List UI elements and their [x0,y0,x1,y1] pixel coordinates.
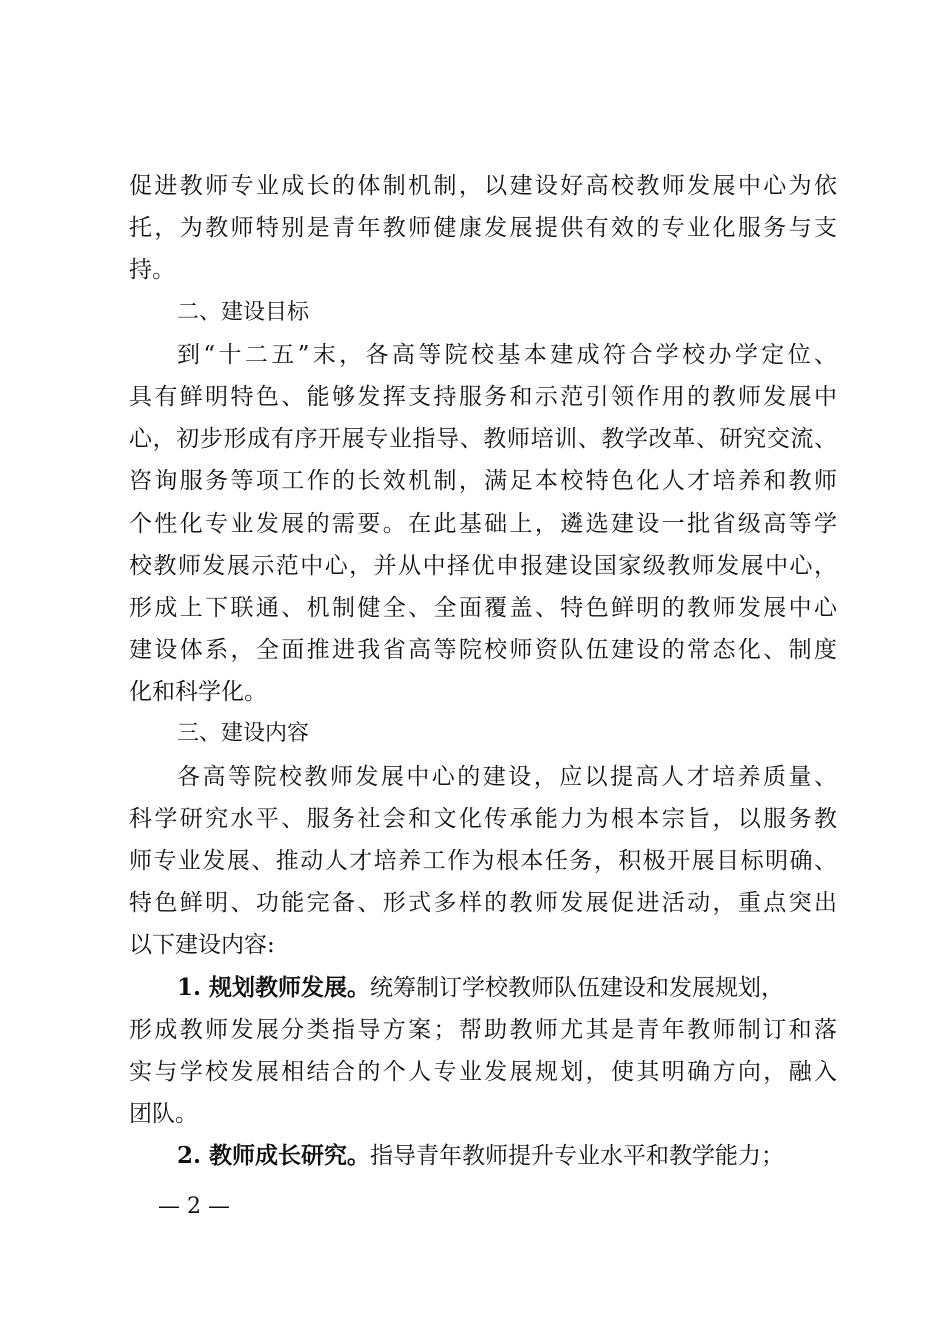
paragraph-line: 心，初步形成有序开展专业指导、教师培训、教学改革、研究交流、 [129,426,837,453]
paragraph-line: 实与学校发展相结合的个人专业发展规划，使其明确方向，融入 [129,1058,837,1085]
paragraph-line: 具有鲜明特色、能够发挥支持服务和示范引领作用的教师发展中 [129,383,837,410]
paragraph-line: 促进教师专业成长的体制机制，以建设好高校教师发展中心为依 [129,173,837,199]
paragraph-line: 形成上下联通、机制健全、全面覆盖、特色鲜明的教师发展中心 [129,594,837,621]
list-item-text: 统筹制订学校教师队伍建设和发展规划， [370,974,785,1001]
paragraph-line: 个性化专业发展的需要。在此基础上，遴选建设一批省级高等学 [129,510,837,537]
paragraph-line: 形成教师发展分类指导方案；帮助教师尤其是青年教师制订和落 [129,1016,837,1043]
paragraph-line: 咨询服务等项工作的长效机制，满足本校特色化人才培养和教师 [129,468,837,495]
paragraph-line: 化和科学化。 [129,679,267,706]
document-body [129,165,837,1178]
list-item-plan [129,967,837,1009]
paragraph-line: 到“十二五”末，各高等院校基本建成符合学校办学定位、 [177,341,837,368]
paragraph-line: 持。 [129,257,175,284]
paragraph-line: 科学研究水平、服务社会和文化传承能力为根本宗旨，以服务教 [129,805,837,832]
paragraph-line: 特色鲜明、功能完备、形式多样的教师发展促进活动，重点突出 [129,890,837,917]
paragraph-line: 托，为教师特别是青年教师健康发展提供有效的专业化服务与支 [129,215,837,242]
paragraph-line: 师专业发展、推动人才培养工作为根本任务，积极开展目标明确、 [129,848,837,874]
paragraph-line: 以下建设内容: [129,932,275,959]
list-item-text: 指导青年教师提升专业水平和教学能力； [370,1143,785,1170]
list-item-research [129,1135,837,1177]
paragraph-line: 团队。 [129,1101,198,1128]
paragraph-line: 校教师发展示范中心，并从中择优申报建设国家级教师发展中心， [129,552,837,579]
page-number: — 2 — [158,1194,230,1219]
paragraph-line: 建设体系，全面推进我省高等院校师资队伍建设的常态化、制度 [129,637,837,664]
list-item-lead: 2. 教师成长研究。 [177,1142,371,1170]
section-heading-contents: 三、建设内容 [177,721,310,747]
section-heading-goals: 二、建设目标 [177,299,310,325]
list-item-lead: 1. 规划教师发展。 [177,973,371,1001]
paragraph-line: 各高等院校教师发展中心的建设，应以提高人才培养质量、 [177,763,837,790]
